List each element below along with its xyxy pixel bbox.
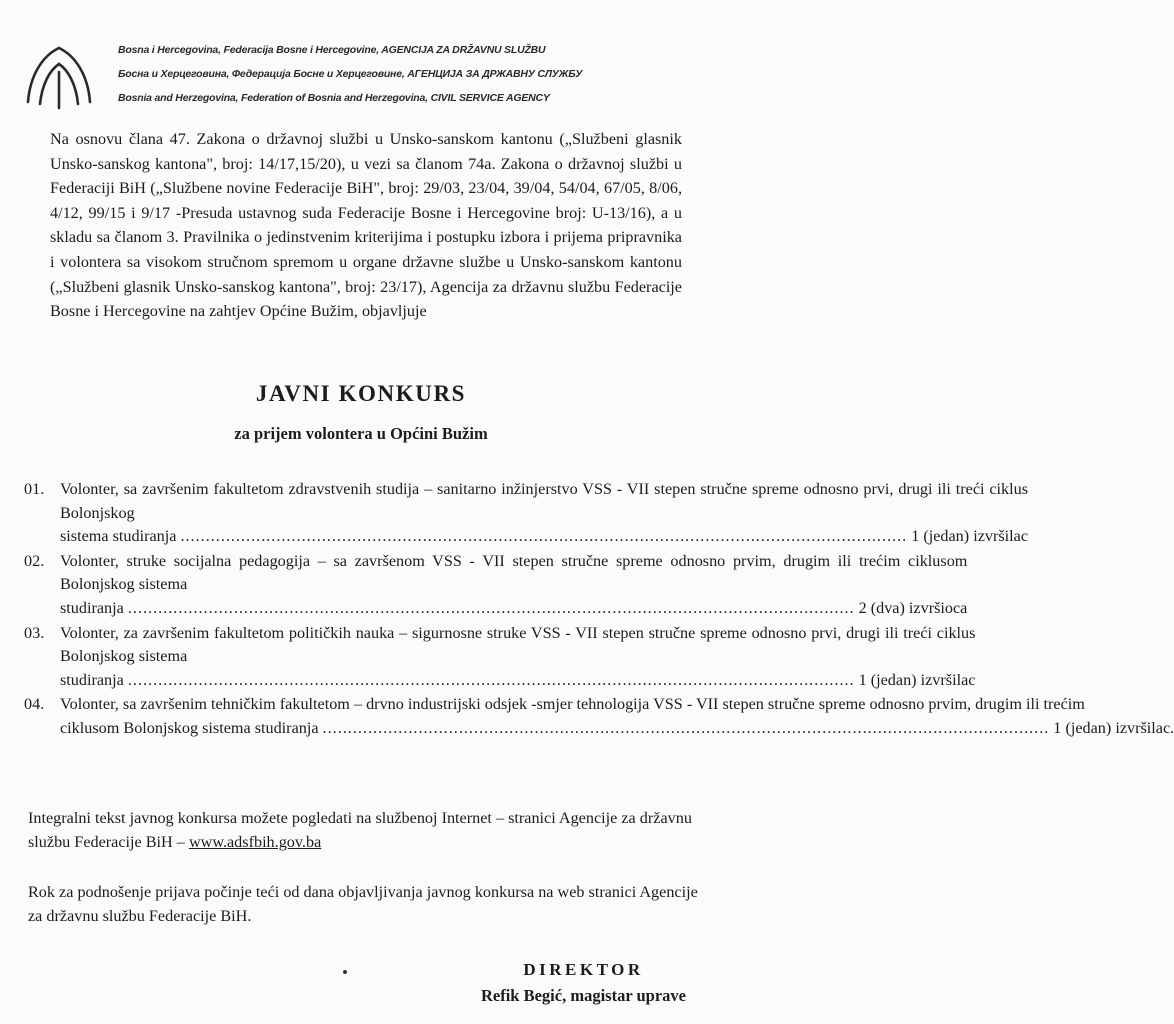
position-item: [24, 622, 976, 693]
intro-paragraph: Na osnovu člana 47. Zakona o državnoj službi u Unsko-sanskom kantonu („Službeni glasnik Unsko-sanskog kantona", broj: 14/17,15/20), u vezi sa članom 74a. Zakona o državnoj službi u Federaciji BiH („Službene novine Federacije BiH", broj: 29/03, 23/04, 39/04, 54/04, 67/05, 8/06, 4/12, 99/15 i 9/17 -Presuda ustavnog suda Federacije Bosne i Hercegovine broj: U-13/16), a u skladu sa članom 3. Pravilnika o jedinstvenim kriterijima i postupku izbora i prijema pripravnika i volontera sa visokom stručnom spremom u organe državne službe u Unsko-sanskom kantonu („Službeni glasnik Unsko-sanskog kantona", broj: 23/17), Agencija za državnu službu Federacije Bosne i Hercegovine na zahtjev Općine Bužim, objavljuje: [50, 130, 682, 321]
signature-title: DIREKTOR: [523, 960, 644, 979]
position-body: [60, 622, 975, 693]
dot-leader: ................................................................................................................................................: [127, 670, 855, 689]
deadline-note: Rok za podnošenje prijava počinje teći od dana objavljivanja javnog konkursa na web stranici Agencije za državnu službu Federacije BiH.: [28, 883, 698, 925]
position-body: [60, 550, 967, 621]
header-lines: [118, 38, 688, 110]
agency-header: [20, 38, 680, 118]
position-item: [24, 478, 1029, 549]
position-count: 1 (jedan) izvršilac: [858, 670, 976, 689]
header-line-serbian: Босна и Херцеговина, Федерација Босне и Херцеговине, АГЕНЦИЈА ЗА ДРЖАВНУ СЛУЖБУ: [118, 68, 583, 80]
dot-leader: ................................................................................................................................................: [180, 527, 908, 546]
position-description-end: studiranja: [60, 598, 124, 617]
position-description-end: ciklusom Bolonjskog sistema studiranja: [60, 718, 319, 737]
stray-dot: [343, 970, 347, 974]
position-count: 1 (jedan) izvršilac.: [1053, 718, 1174, 737]
position-description: Volonter, struke socijalna pedagogija – sa završenom VSS - VII stepen stručne spreme odnosno prvim, drugim ili trećim ciklusom Bolonjskog sistema: [60, 551, 968, 594]
position-count: 1 (jedan) izvršilac: [911, 527, 1029, 546]
dot-leader: ................................................................................................................................................: [322, 718, 1050, 737]
agency-logo-icon: [20, 38, 98, 116]
signature-block: [481, 957, 686, 1009]
signature-name: Refik Begić, magistar uprave: [480, 986, 686, 1005]
position-last-line: [60, 597, 967, 621]
dot-leader: ................................................................................................................................................: [127, 598, 855, 617]
positions-list: [24, 478, 1174, 742]
position-body: [60, 478, 1028, 549]
position-last-line: [60, 717, 1174, 741]
position-number: 03.: [24, 623, 45, 642]
header-line-english: Bosnia and Herzegovina, Federation of Bosnia and Herzegovina, CIVIL SERVICE AGENCY: [118, 92, 550, 104]
position-item: [24, 693, 1174, 740]
position-number: 01.: [24, 480, 45, 498]
position-last-line: [60, 669, 975, 693]
position-count: 2 (dva) izvršioca: [858, 598, 968, 617]
position-item: [24, 550, 968, 621]
agency-website-link[interactable]: www.adsfbih.gov.ba: [188, 833, 322, 851]
position-body: [60, 693, 1174, 740]
position-description: Volonter, sa završenim fakultetom zdravstvenih studija – sanitarno inžinjerstvo VSS - VII stepen stručne spreme odnosno prvi, drugi ili treći ciklus Bolonjskog: [60, 480, 1029, 522]
page-subtitle: za prijem volontera u Općini Bužim: [234, 424, 488, 443]
page-title: JAVNI KONKURS: [255, 381, 467, 406]
position-number: 02.: [24, 551, 45, 570]
integral-text-note-text: Integralni tekst javnog konkursa možete pogledati na službenoj Internet – stranici Agencije za državnu službu Federacije BiH –: [28, 809, 692, 851]
position-last-line: [60, 525, 1028, 549]
position-number: 04.: [24, 695, 45, 714]
position-description: Volonter, sa završenim tehničkim fakultetom – drvno industrijski odsjek -smjer tehnologija VSS - VII stepen stručne spreme odnosno prvim, drugim ili trećim: [60, 695, 1085, 714]
integral-text-note: [28, 806, 698, 854]
position-description: Volonter, za završenim fakultetom političkih nauka – sigurnosne struke VSS - VII stepen stručne spreme odnosno prvi, drugi ili treći ciklus Bolonjskog sistema: [60, 623, 976, 666]
position-description-end: studiranja: [60, 670, 124, 689]
position-description-end: sistema studiranja: [60, 527, 177, 546]
header-line-bosnian: Bosna i Hercegovina, Federacija Bosne i Hercegovine, AGENCIJA ZA DRŽAVNU SLUŽBU: [118, 44, 546, 56]
